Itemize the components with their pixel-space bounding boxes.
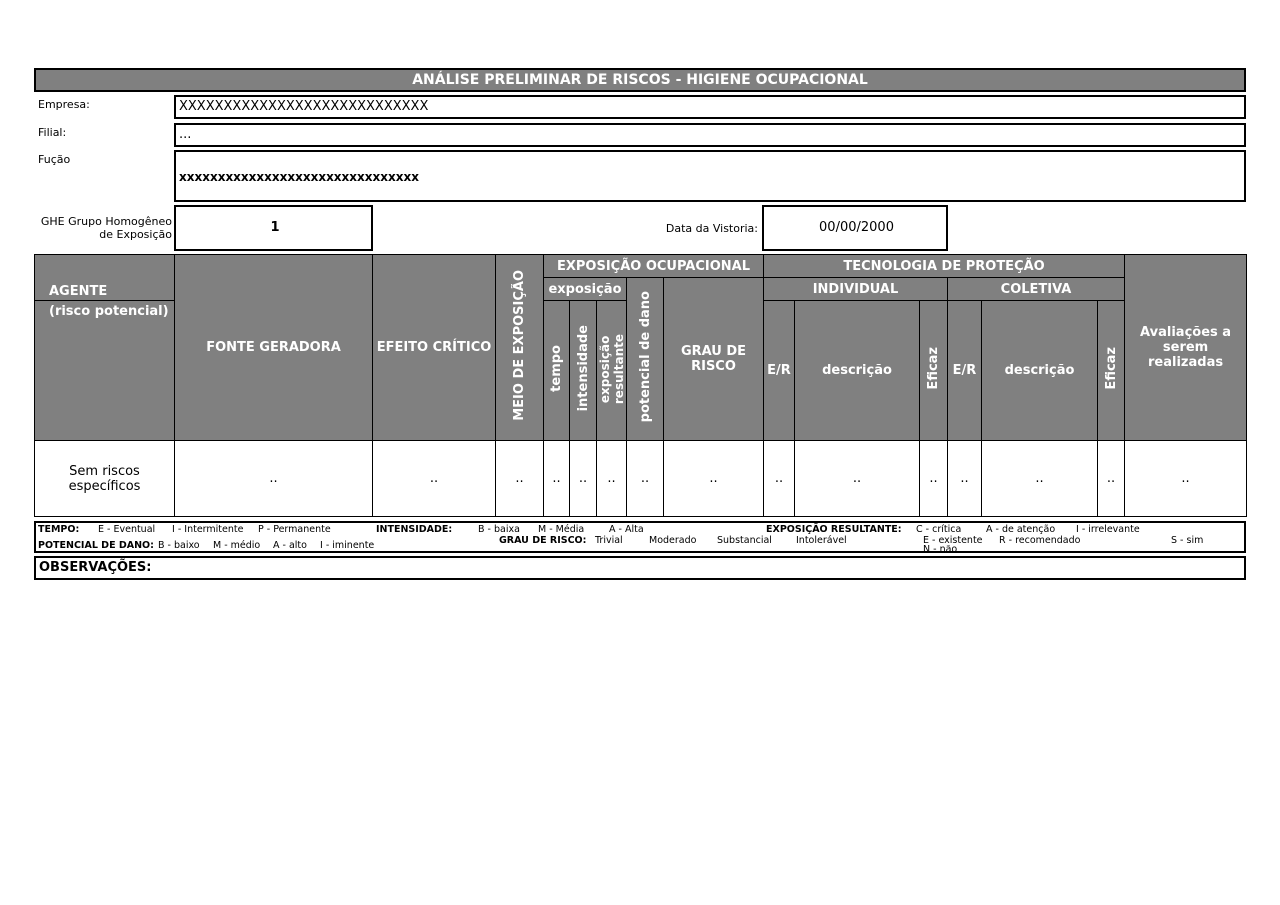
page-title: ANÁLISE PRELIMINAR DE RISCOS - HIGIENE OCUPACIONAL xyxy=(34,68,1246,92)
cell-avaliacoes[interactable]: .. xyxy=(1125,441,1247,517)
legend-er-r: R - recomendado xyxy=(999,535,1081,546)
cell-fonte[interactable]: .. xyxy=(175,441,373,517)
legend-tempo-i: I - Intermitente xyxy=(172,524,244,535)
table-row xyxy=(35,441,1247,517)
cell-meio[interactable]: .. xyxy=(496,441,544,517)
header-avaliacoes xyxy=(1125,255,1247,441)
filial-label: Filial: xyxy=(38,126,67,139)
legend-int-b: B - baixa xyxy=(478,524,520,535)
ghe-label-line-1: GHE Grupo Homogêneo xyxy=(40,215,172,228)
cell-agente-line-1: Sem riscos xyxy=(69,463,140,479)
header-eficaz-coletiva-label: Eficaz xyxy=(1103,347,1119,390)
header-efeito: EFEITO CRÍTICO xyxy=(373,255,496,441)
cell-efeito[interactable]: .. xyxy=(373,441,496,517)
data-vistoria-field[interactable]: 00/00/2000 xyxy=(762,205,948,251)
empresa-field[interactable]: XXXXXXXXXXXXXXXXXXXXXXXXXXXX xyxy=(174,95,1246,119)
legend-er-e: E - existente xyxy=(923,535,983,546)
legend-tempo-p: P - Permanente xyxy=(258,524,331,535)
cell-er-individual[interactable]: .. xyxy=(764,441,795,517)
ghe-label xyxy=(38,215,172,241)
header-potencial xyxy=(627,278,664,441)
legend-exp-a: A - de atenção xyxy=(986,524,1056,535)
risk-table xyxy=(34,254,1247,517)
header-agente-sub: (risco potencial) xyxy=(49,303,169,319)
header-grau-1: GRAU DE xyxy=(680,344,747,359)
data-vistoria-label: Data da Vistoria: xyxy=(665,222,758,235)
header-agente xyxy=(35,255,175,441)
header-exp-res-2: resultante xyxy=(611,333,626,405)
cell-grau[interactable]: .. xyxy=(664,441,764,517)
legend-er-n: N - não xyxy=(923,545,958,553)
header-eficaz-individual xyxy=(920,301,948,441)
header-fonte: FONTE GERADORA xyxy=(175,255,373,441)
header-descricao-individual: descrição xyxy=(795,301,920,441)
ghe-field[interactable]: 1 xyxy=(174,205,373,251)
header-tecnologia: TECNOLOGIA DE PROTEÇÃO xyxy=(764,255,1125,278)
legend-grau-t: Trivial xyxy=(595,535,623,546)
legend-int-m: M - Média xyxy=(538,524,585,535)
legend-pot-a: A - alto xyxy=(273,540,307,551)
legend-exp-i: I - irrelevante xyxy=(1076,524,1140,535)
header-tempo-label: tempo xyxy=(549,345,564,392)
cell-tempo[interactable]: .. xyxy=(544,441,570,517)
header-potencial-label: potencial de dano xyxy=(637,291,653,423)
header-meio-label: MEIO DE EXPOSIÇÃO xyxy=(512,270,527,421)
header-eficaz-individual-label: Eficaz xyxy=(926,347,941,390)
funcao-field[interactable]: xxxxxxxxxxxxxxxxxxxxxxxxxxxxxxx xyxy=(174,150,1246,202)
legend-pot-i: I - iminente xyxy=(320,540,375,551)
header-exposicao-ocupacional: EXPOSIÇÃO OCUPACIONAL xyxy=(544,255,764,278)
legend-grau-label: GRAU DE RISCO: xyxy=(499,535,587,546)
header-avaliacoes-3: realizadas xyxy=(1148,355,1224,370)
header-intensidade-label: intensidade xyxy=(575,325,591,412)
funcao-label: Fução xyxy=(38,153,71,166)
header-meio xyxy=(496,255,544,441)
legend-pot-b: B - baixo xyxy=(158,540,200,551)
header-exposicao: exposição xyxy=(544,278,627,301)
cell-intensidade[interactable]: .. xyxy=(570,441,597,517)
empresa-label: Empresa: xyxy=(38,98,90,111)
header-exposicao-resultante xyxy=(597,301,627,441)
legend-exp-res-label: EXPOSIÇÃO RESULTANTE: xyxy=(766,524,902,535)
filial-field[interactable]: ... xyxy=(174,123,1246,147)
cell-agente[interactable] xyxy=(35,441,175,517)
cell-descricao-individual[interactable]: .. xyxy=(795,441,920,517)
legend-intensidade-label: INTENSIDADE: xyxy=(376,524,453,535)
legend-tempo-e: E - Eventual xyxy=(98,524,156,535)
header-avaliacoes-2: serem xyxy=(1162,340,1209,355)
header-grau-2: RISCO xyxy=(691,359,736,374)
header-avaliacoes-1: Avaliações a xyxy=(1140,325,1232,340)
observacoes-field[interactable]: OBSERVAÇÕES: xyxy=(34,556,1246,580)
legend-grau-s: Substancial xyxy=(717,535,772,546)
header-descricao-coletiva: descrição xyxy=(982,301,1098,441)
header-er-individual: E/R xyxy=(764,301,795,441)
legend-s-sim: S - sim xyxy=(1171,535,1204,546)
legend-grau-i: Intolerável xyxy=(796,535,847,546)
cell-exposicao-resultante[interactable]: .. xyxy=(597,441,627,517)
legend-pot-m: M - médio xyxy=(213,540,261,551)
cell-eficaz-coletiva[interactable]: .. xyxy=(1098,441,1125,517)
legend-exp-c: C - crítica xyxy=(916,524,962,535)
header-agente-label: AGENTE xyxy=(49,283,108,299)
header-er-coletiva: E/R xyxy=(948,301,982,441)
legend-tempo-label: TEMPO: xyxy=(38,524,80,535)
ghe-label-line-2: de Exposição xyxy=(99,228,172,241)
cell-potencial[interactable]: .. xyxy=(627,441,664,517)
header-individual: INDIVIDUAL xyxy=(764,278,948,301)
cell-eficaz-individual[interactable]: .. xyxy=(920,441,948,517)
header-intensidade xyxy=(570,301,597,441)
header-tempo xyxy=(544,301,570,441)
header-eficaz-coletiva xyxy=(1098,301,1125,441)
header-coletiva: COLETIVA xyxy=(948,278,1125,301)
cell-agente-line-2: específicos xyxy=(68,478,141,494)
cell-descricao-coletiva[interactable]: .. xyxy=(982,441,1098,517)
header-exposicao-resultante-label xyxy=(598,334,626,404)
legend-pot-label: POTENCIAL DE DANO: xyxy=(38,540,154,551)
legend xyxy=(34,521,1246,553)
legend-int-a: A - Alta xyxy=(609,524,644,535)
cell-er-coletiva[interactable]: .. xyxy=(948,441,982,517)
header-grau xyxy=(664,278,764,441)
legend-grau-m: Moderado xyxy=(649,535,697,546)
header-exp-res-1: exposição xyxy=(597,335,612,403)
